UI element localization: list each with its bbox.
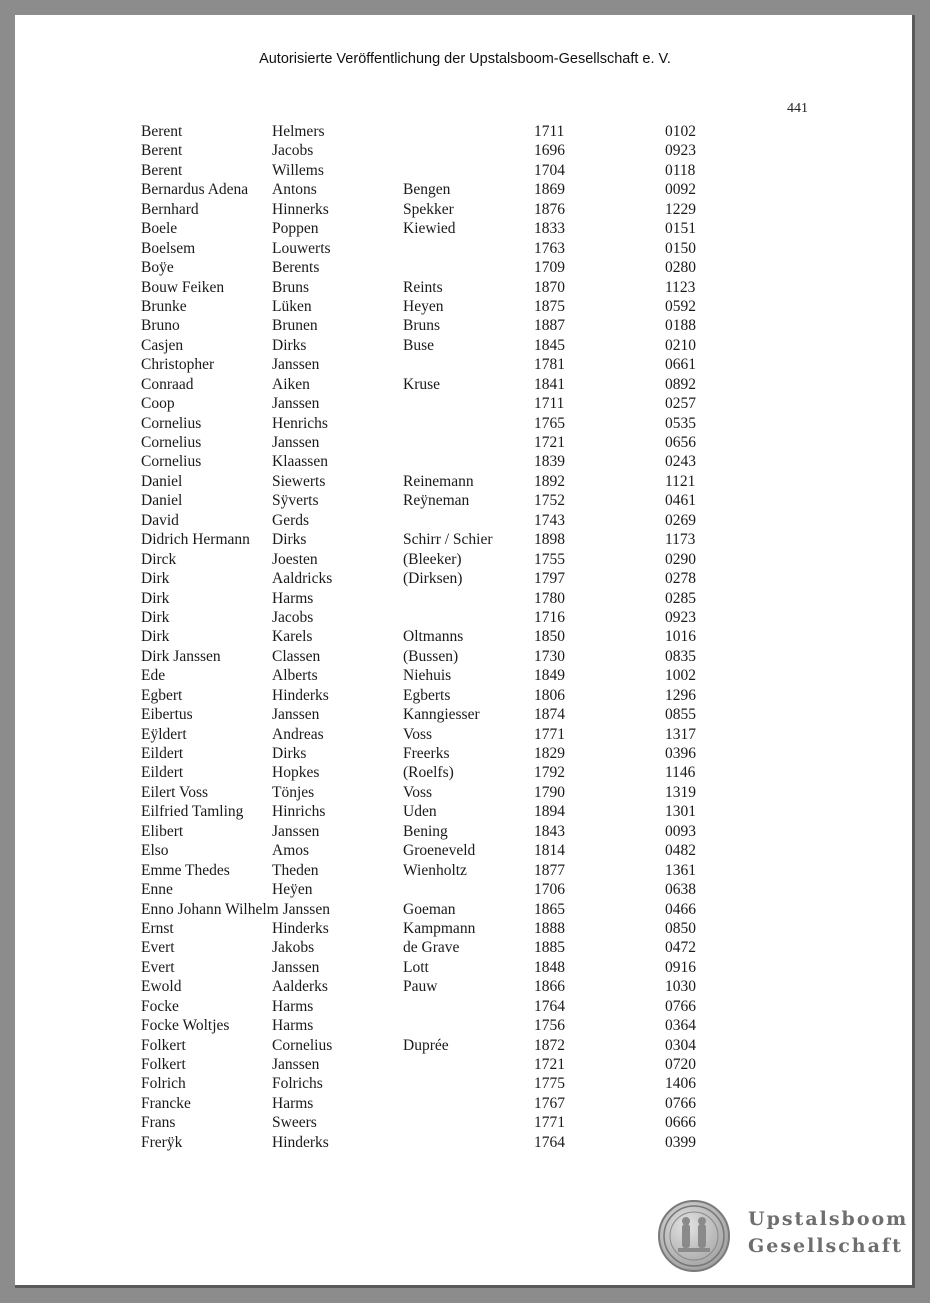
first-name-cell: David	[141, 511, 179, 529]
patronymic-cell: Berents	[272, 259, 320, 277]
first-name-cell: Dirk	[141, 608, 170, 626]
record-number-cell: 0102	[665, 123, 696, 140]
patronymic-cell: Folrichs	[272, 1075, 323, 1093]
patronymic-cell: Brunen	[272, 317, 318, 335]
record-number-cell: 0923	[665, 608, 696, 626]
year-cell: 1894	[534, 803, 565, 821]
patronymic-cell: Andreas	[272, 725, 324, 743]
record-number-cell: 0666	[665, 1114, 696, 1132]
first-name-cell: Bruno	[141, 317, 180, 335]
first-name-cell: Elibert	[141, 822, 184, 840]
year-cell: 1833	[534, 220, 565, 238]
year-cell: 1716	[534, 608, 565, 626]
record-number-cell: 0855	[665, 706, 696, 724]
record-number-cell: 1146	[665, 764, 696, 782]
record-number-cell: 0093	[665, 822, 696, 840]
page-header: Autorisierte Veröffentlichung der Upstalsboom-Gesellschaft e. V.	[259, 51, 671, 67]
surname-cell: Buse	[403, 336, 434, 354]
year-cell: 1887	[534, 317, 565, 335]
patronymic-cell: Dirks	[272, 745, 307, 762]
first-name-cell: Didrich Hermann	[141, 531, 250, 549]
first-name-cell: Boele	[141, 220, 178, 238]
year-cell: 1704	[534, 161, 565, 179]
patronymic-cell: Siewerts	[272, 472, 326, 490]
record-number-cell: 0850	[665, 919, 696, 937]
surname-cell: Bruns	[403, 317, 441, 335]
first-name-cell: Cornelius	[141, 453, 202, 471]
patronymic-cell: Harms	[272, 997, 314, 1015]
year-cell: 1755	[534, 550, 565, 568]
patronymic-cell: Janssen	[272, 356, 320, 374]
patronymic-cell: Bruns	[272, 278, 310, 296]
year-cell: 1843	[534, 822, 565, 840]
year-cell: 1869	[534, 181, 565, 199]
record-number-cell: 0399	[665, 1133, 696, 1151]
first-name-cell: Ede	[141, 667, 166, 685]
record-number-cell: 1361	[665, 861, 696, 879]
record-number-cell: 1301	[665, 803, 696, 821]
year-cell: 1696	[534, 142, 565, 160]
first-name-cell: Evert	[141, 939, 175, 957]
patronymic-cell: Willems	[272, 161, 324, 179]
record-number-cell: 0285	[665, 589, 696, 607]
record-number-cell: 0835	[665, 647, 696, 665]
document-page	[15, 15, 915, 1288]
first-name-cell: Francke	[141, 1094, 191, 1112]
year-cell: 1874	[534, 706, 565, 724]
year-cell: 1721	[534, 434, 565, 451]
surname-cell: Uden	[403, 803, 437, 821]
year-cell: 1839	[534, 453, 565, 471]
first-name-cell: Folkert	[141, 1036, 186, 1054]
patronymic-cell: Gerds	[272, 511, 310, 529]
year-cell: 1877	[534, 861, 565, 879]
first-name-cell: Bernhard	[141, 200, 199, 218]
surname-cell: Lott	[403, 958, 429, 976]
surname-cell: Niehuis	[403, 667, 452, 685]
year-cell: 1866	[534, 978, 565, 996]
first-name-cell: Enne	[141, 881, 173, 899]
first-name-cell: Casjen	[141, 336, 184, 354]
first-name-cell: Bernardus Adena	[141, 181, 249, 199]
year-cell: 1876	[534, 200, 565, 218]
record-number-cell: 0892	[665, 375, 696, 393]
first-name-cell: Eÿldert	[141, 725, 187, 743]
record-number-cell: 1296	[665, 686, 696, 704]
first-name-cell: Ewold	[141, 978, 182, 996]
patronymic-cell: Heÿen	[272, 881, 313, 899]
patronymic-cell: Karels	[272, 628, 313, 646]
first-name-cell: Focke Woltjes	[141, 1017, 230, 1035]
surname-cell: Spekker	[403, 200, 454, 218]
surname-cell: Freerks	[403, 745, 450, 762]
record-number-cell: 1406	[665, 1075, 696, 1093]
patronymic-cell: Henrichs	[272, 414, 328, 432]
year-cell: 1865	[534, 900, 565, 918]
patronymic-cell: Jacobs	[272, 608, 314, 626]
record-number-cell: 1121	[665, 472, 696, 490]
page-number: 441	[787, 101, 808, 116]
first-name-cell: Berent	[141, 123, 183, 140]
surname-cell: Kampmann	[403, 919, 476, 937]
patronymic-cell: Janssen	[272, 822, 320, 840]
year-cell: 1872	[534, 1036, 565, 1054]
record-number-cell: 0661	[665, 356, 696, 374]
patronymic-cell: Jacobs	[272, 142, 314, 160]
surname-cell: Wienholtz	[403, 861, 467, 879]
record-number-cell: 0916	[665, 958, 696, 976]
year-cell: 1780	[534, 589, 565, 607]
year-cell: 1797	[534, 570, 565, 588]
first-name-cell: Coop	[141, 395, 175, 413]
first-name-cell: Folrich	[141, 1075, 186, 1093]
surname-cell: Reinemann	[403, 472, 474, 490]
record-number-cell: 1016	[665, 628, 696, 646]
year-cell: 1888	[534, 919, 565, 937]
record-number-cell: 0188	[665, 317, 696, 335]
surname-cell: Reints	[403, 278, 443, 296]
patronymic-cell: Aaldricks	[272, 570, 333, 588]
year-cell: 1849	[534, 667, 565, 685]
patronymic-cell: Hinderks	[272, 686, 329, 704]
patronymic-cell: Harms	[272, 1094, 314, 1112]
first-name-cell: Cornelius	[141, 434, 202, 451]
patronymic-cell: Hinnerks	[272, 200, 329, 218]
first-name-cell: Dirck	[141, 550, 177, 568]
record-number-cell: 0766	[665, 997, 696, 1015]
year-cell: 1845	[534, 336, 565, 354]
patronymic-cell: Alberts	[272, 667, 318, 685]
patronymic-cell: Helmers	[272, 123, 325, 140]
record-number-cell: 0535	[665, 414, 696, 432]
year-cell: 1711	[534, 395, 565, 413]
record-number-cell: 0092	[665, 181, 696, 199]
patronymic-cell: Lüken	[272, 297, 312, 315]
first-name-cell: Dirk	[141, 570, 170, 588]
society-logo	[658, 1198, 908, 1274]
surname-cell: Bening	[403, 822, 448, 840]
patronymic-cell: Hinderks	[272, 919, 329, 937]
patronymic-cell: Aalderks	[272, 978, 328, 996]
record-number-cell: 1123	[665, 278, 696, 296]
year-cell: 1706	[534, 881, 565, 899]
patronymic-cell: Janssen	[272, 434, 320, 451]
patronymic-cell: Amos	[272, 842, 310, 860]
record-number-cell: 0656	[665, 434, 696, 451]
record-number-cell: 0151	[665, 220, 696, 238]
year-cell: 1848	[534, 958, 565, 976]
surname-cell: Voss	[403, 783, 433, 801]
year-cell: 1765	[534, 414, 565, 432]
year-cell: 1730	[534, 647, 565, 665]
record-number-cell: 0257	[665, 395, 696, 413]
surname-cell: (Bleeker)	[403, 550, 462, 568]
record-number-cell: 1173	[665, 531, 696, 549]
year-cell: 1763	[534, 239, 565, 257]
surname-cell: (Bussen)	[403, 647, 459, 665]
year-cell: 1781	[534, 356, 565, 374]
year-cell: 1841	[534, 375, 565, 393]
record-number-cell: 0364	[665, 1017, 696, 1035]
patronymic-cell: Sÿverts	[272, 492, 319, 510]
record-number-cell: 0638	[665, 881, 696, 899]
patronymic-cell: Harms	[272, 589, 314, 607]
surname-cell: Schirr / Schier	[403, 531, 493, 549]
patronymic-cell: Janssen	[272, 958, 320, 976]
seal-icon	[658, 1200, 730, 1272]
year-cell: 1790	[534, 783, 565, 801]
record-number-cell: 0396	[665, 745, 696, 762]
year-cell: 1792	[534, 764, 565, 782]
year-cell: 1764	[534, 997, 565, 1015]
patronymic-cell: Louwerts	[272, 239, 331, 257]
year-cell: 1898	[534, 531, 565, 549]
surname-cell: Kiewied	[403, 220, 456, 238]
year-cell: 1709	[534, 259, 565, 277]
record-number-cell: 0304	[665, 1036, 696, 1054]
year-cell: 1875	[534, 297, 565, 315]
first-name-cell: Berent	[141, 142, 183, 160]
year-cell: 1885	[534, 939, 565, 957]
first-name-cell: Eildert	[141, 745, 184, 762]
surname-cell: Kanngiesser	[403, 706, 480, 724]
record-number-cell: 0720	[665, 1056, 696, 1073]
patronymic-cell: Janssen	[272, 706, 320, 724]
first-name-cell: Focke	[141, 997, 179, 1015]
patronymic-cell: Klaassen	[272, 453, 328, 471]
year-cell: 1814	[534, 842, 565, 860]
record-number-cell: 0923	[665, 142, 696, 160]
year-cell: 1743	[534, 511, 565, 529]
first-name-cell: Eilfried Tamling	[141, 803, 244, 821]
record-number-cell: 0150	[665, 239, 696, 257]
surname-cell: Kruse	[403, 375, 441, 393]
year-cell: 1767	[534, 1094, 565, 1112]
patronymic-cell: Harms	[272, 1017, 314, 1035]
patronymic-cell: Sweers	[272, 1114, 317, 1132]
first-name-cell: Eilert Voss	[141, 783, 209, 801]
record-number-cell: 0466	[665, 900, 696, 918]
logo-line-1: Upstalsboom	[748, 1208, 909, 1230]
patronymic-cell: Janssen	[272, 1056, 320, 1073]
first-name-cell: Christopher	[141, 356, 215, 374]
first-name-cell: Ernst	[141, 919, 174, 937]
year-cell: 1775	[534, 1075, 565, 1093]
year-cell: 1829	[534, 745, 565, 762]
record-number-cell: 0482	[665, 842, 696, 860]
first-name-cell: Folkert	[141, 1056, 186, 1073]
year-cell: 1756	[534, 1017, 565, 1035]
record-number-cell: 1002	[665, 667, 696, 685]
record-number-cell: 0269	[665, 511, 696, 529]
record-number-cell: 0118	[665, 161, 696, 179]
record-number-cell: 1030	[665, 978, 696, 996]
surname-cell: Pauw	[403, 978, 438, 996]
patronymic-cell: Joesten	[272, 550, 318, 568]
record-number-cell: 0461	[665, 492, 696, 510]
record-number-cell: 1229	[665, 200, 696, 218]
year-cell: 1870	[534, 278, 565, 296]
first-name-cell: Emme Thedes	[141, 861, 230, 879]
year-cell: 1711	[534, 123, 565, 140]
record-number-cell: 0290	[665, 550, 696, 568]
record-number-cell: 1319	[665, 783, 696, 801]
first-name-cell: Boÿe	[141, 259, 174, 277]
year-cell: 1771	[534, 1114, 565, 1132]
year-cell: 1771	[534, 725, 565, 743]
surname-cell: Bengen	[403, 181, 451, 199]
patronymic-cell: Theden	[272, 861, 319, 879]
first-name-cell: Dirk	[141, 589, 170, 607]
first-name-cell: Egbert	[141, 686, 183, 704]
year-cell: 1721	[534, 1056, 565, 1073]
patronymic-cell: Hinderks	[272, 1133, 329, 1151]
patronymic-cell: Jakobs	[272, 939, 315, 957]
surname-cell: Oltmanns	[403, 628, 464, 646]
surname-cell: de Grave	[403, 939, 460, 957]
first-name-cell: Berent	[141, 161, 183, 179]
first-name-cell: Dirk	[141, 628, 170, 646]
surname-cell: Reÿneman	[403, 492, 470, 510]
patronymic-cell: Antons	[272, 181, 317, 199]
first-name-cell: Eibertus	[141, 706, 193, 724]
record-number-cell: 0592	[665, 297, 696, 315]
first-name-cell: Cornelius	[141, 414, 202, 432]
first-name-cell: Daniel	[141, 472, 183, 490]
record-number-cell: 1317	[665, 725, 696, 743]
year-cell: 1764	[534, 1133, 565, 1151]
first-name-cell: Elso	[141, 842, 169, 860]
surname-cell: (Roelfs)	[403, 764, 454, 782]
patronymic-cell: Janssen	[272, 395, 320, 413]
logo-line-2: Gesellschaft	[748, 1235, 903, 1257]
record-number-cell: 0243	[665, 453, 696, 471]
year-cell: 1806	[534, 686, 565, 704]
surname-cell: Groeneveld	[403, 842, 476, 860]
patronymic-cell: Classen	[272, 647, 321, 665]
record-number-cell: 0280	[665, 259, 696, 277]
surname-cell: Heyen	[403, 297, 444, 315]
first-name-cell: Frans	[141, 1114, 176, 1132]
first-name-cell: Daniel	[141, 492, 183, 510]
patronymic-cell: Dirks	[272, 531, 307, 549]
surname-cell: Egberts	[403, 686, 451, 704]
surname-cell: Duprée	[403, 1036, 449, 1054]
patronymic-cell: Dirks	[272, 336, 307, 354]
surname-cell: Voss	[403, 725, 433, 743]
first-name-cell: Eildert	[141, 764, 184, 782]
first-name-cell: Evert	[141, 958, 175, 976]
first-name-cell: Frerÿk	[141, 1133, 183, 1151]
record-number-cell: 0278	[665, 570, 696, 588]
record-number-cell: 0210	[665, 336, 696, 354]
first-name-cell: Conraad	[141, 375, 194, 393]
first-name-cell: Enno Johann Wilhelm Janssen	[141, 900, 330, 918]
surname-cell: Goeman	[403, 900, 456, 918]
first-name-cell: Bouw Feiken	[141, 278, 225, 296]
year-cell: 1752	[534, 492, 565, 510]
record-number-cell: 0472	[665, 939, 696, 957]
record-number-cell: 0766	[665, 1094, 696, 1112]
first-name-cell: Brunke	[141, 297, 187, 315]
year-cell: 1850	[534, 628, 565, 646]
patronymic-cell: Cornelius	[272, 1036, 333, 1054]
patronymic-cell: Aiken	[272, 375, 310, 393]
patronymic-cell: Hopkes	[272, 764, 320, 782]
patronymic-cell: Hinrichs	[272, 803, 326, 821]
patronymic-cell: Tönjes	[272, 783, 315, 801]
surname-cell: (Dirksen)	[403, 570, 463, 588]
first-name-cell: Dirk Janssen	[141, 647, 221, 665]
year-cell: 1892	[534, 472, 565, 490]
patronymic-cell: Poppen	[272, 220, 319, 238]
first-name-cell: Boelsem	[141, 239, 196, 257]
